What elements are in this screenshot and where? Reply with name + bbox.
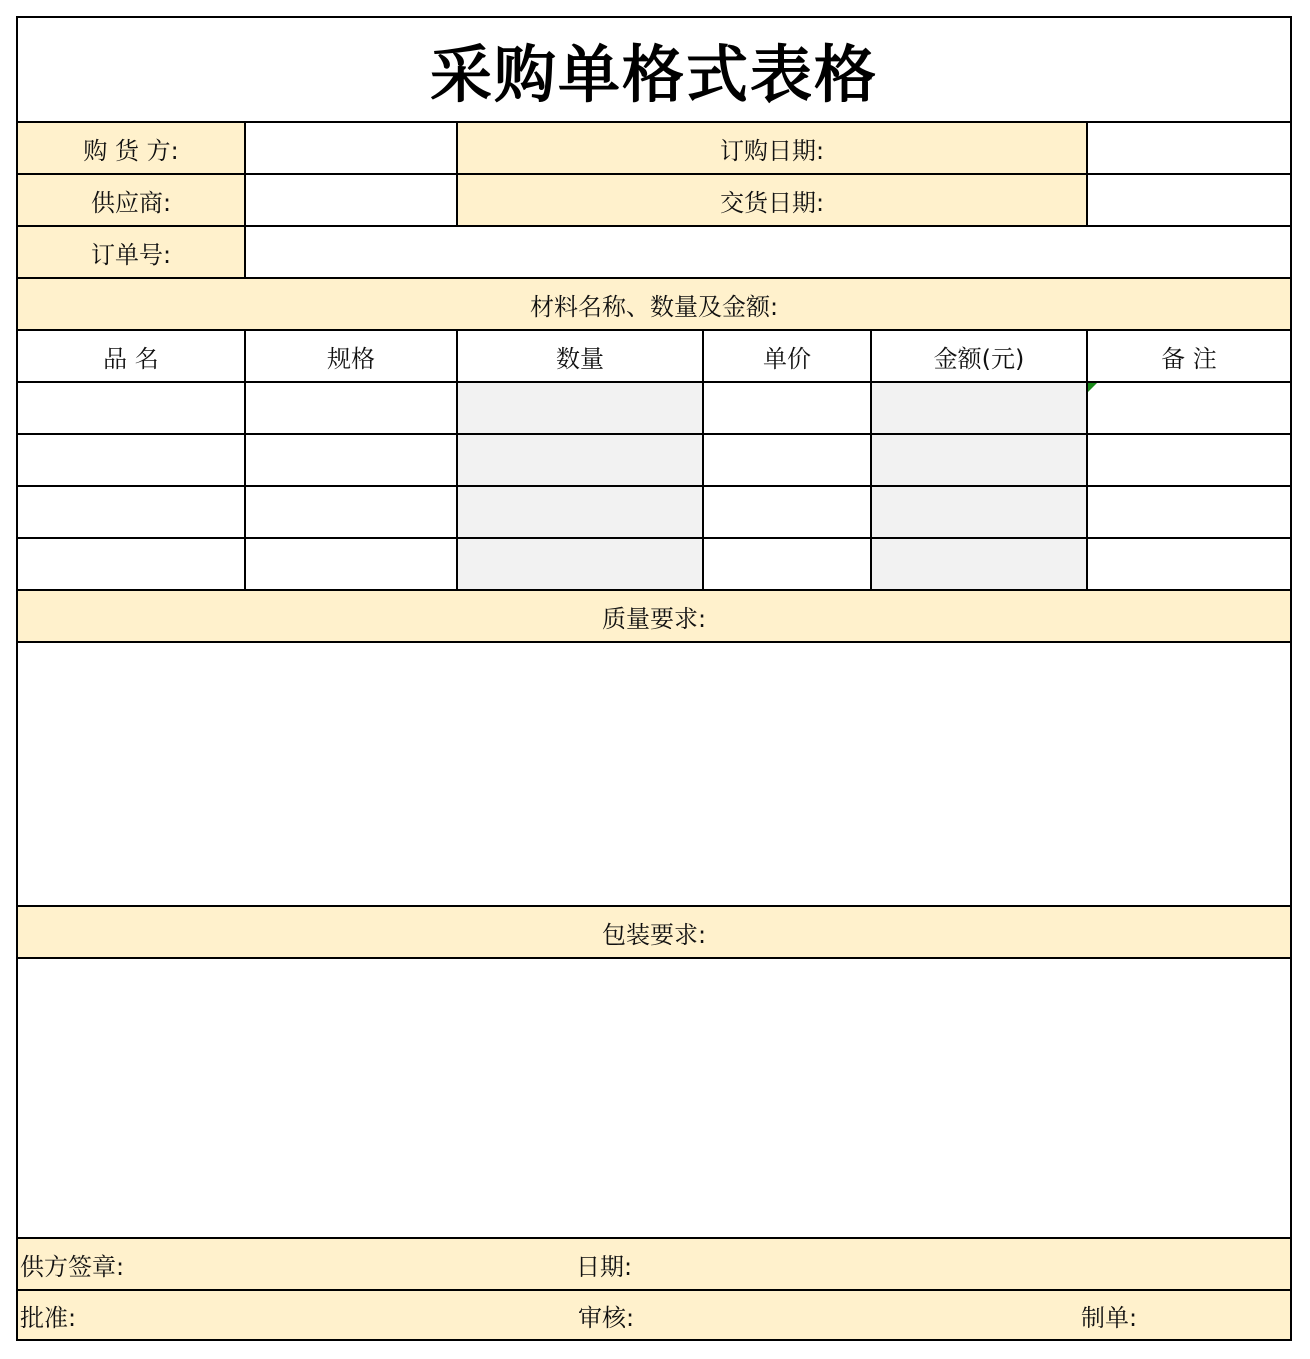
packaging-section-heading: 包装要求: <box>18 907 1290 959</box>
column-header-remarks: 备 注 <box>1088 331 1290 383</box>
table-cell-spec[interactable] <box>246 539 458 591</box>
signature-date-label: 日期: <box>576 1252 633 1281</box>
table-cell-item-name[interactable] <box>18 539 246 591</box>
order-date-field[interactable] <box>1088 123 1290 175</box>
quality-section-heading: 质量要求: <box>18 591 1290 643</box>
approval-label: 批准: <box>20 1303 77 1332</box>
order-date-label: 订购日期: <box>458 123 1088 175</box>
supplier-signature-label: 供方签章: <box>20 1252 125 1281</box>
prepared-by-label: 制单: <box>1081 1303 1138 1332</box>
review-label: 审核: <box>578 1303 635 1332</box>
supplier-label: 供应商: <box>18 175 246 227</box>
materials-section-heading: 材料名称、数量及金额: <box>18 279 1290 331</box>
delivery-date-field[interactable] <box>1088 175 1290 227</box>
table-cell-remarks[interactable] <box>1088 539 1290 591</box>
table-cell-spec[interactable] <box>246 435 458 487</box>
purchase-order-form <box>16 16 1292 1341</box>
table-cell-amount[interactable] <box>872 487 1088 539</box>
supplier-field[interactable] <box>246 175 458 227</box>
table-cell-spec[interactable] <box>246 487 458 539</box>
table-cell-quantity[interactable] <box>458 435 704 487</box>
table-cell-item-name[interactable] <box>18 435 246 487</box>
buyer-field[interactable] <box>246 123 458 175</box>
table-cell-spec[interactable] <box>246 383 458 435</box>
column-header-spec: 规格 <box>246 331 458 383</box>
table-cell-quantity[interactable] <box>458 383 704 435</box>
table-cell-unit-price[interactable] <box>704 383 872 435</box>
table-cell-quantity[interactable] <box>458 539 704 591</box>
approval-row <box>18 1291 1290 1339</box>
page-title: 采购单格式表格 <box>18 18 1290 123</box>
table-cell-remarks[interactable] <box>1088 383 1290 435</box>
buyer-label: 购 货 方: <box>18 123 246 175</box>
table-cell-unit-price[interactable] <box>704 539 872 591</box>
table-cell-item-name[interactable] <box>18 383 246 435</box>
table-cell-amount[interactable] <box>872 383 1088 435</box>
table-cell-unit-price[interactable] <box>704 435 872 487</box>
quality-requirements-field[interactable] <box>18 643 1290 907</box>
comment-indicator-icon[interactable] <box>1088 383 1097 392</box>
table-cell-amount[interactable] <box>872 435 1088 487</box>
order-number-field[interactable] <box>246 227 1290 279</box>
table-cell-quantity[interactable] <box>458 487 704 539</box>
table-cell-remarks[interactable] <box>1088 487 1290 539</box>
column-header-item-name: 品 名 <box>18 331 246 383</box>
column-header-amount: 金额(元) <box>872 331 1088 383</box>
table-cell-remarks[interactable] <box>1088 435 1290 487</box>
column-header-quantity: 数量 <box>458 331 704 383</box>
table-cell-unit-price[interactable] <box>704 487 872 539</box>
table-cell-item-name[interactable] <box>18 487 246 539</box>
order-number-label: 订单号: <box>18 227 246 279</box>
delivery-date-label: 交货日期: <box>458 175 1088 227</box>
packaging-requirements-field[interactable] <box>18 959 1290 1239</box>
column-header-unit-price: 单价 <box>704 331 872 383</box>
table-cell-amount[interactable] <box>872 539 1088 591</box>
signature-row <box>18 1239 1290 1291</box>
